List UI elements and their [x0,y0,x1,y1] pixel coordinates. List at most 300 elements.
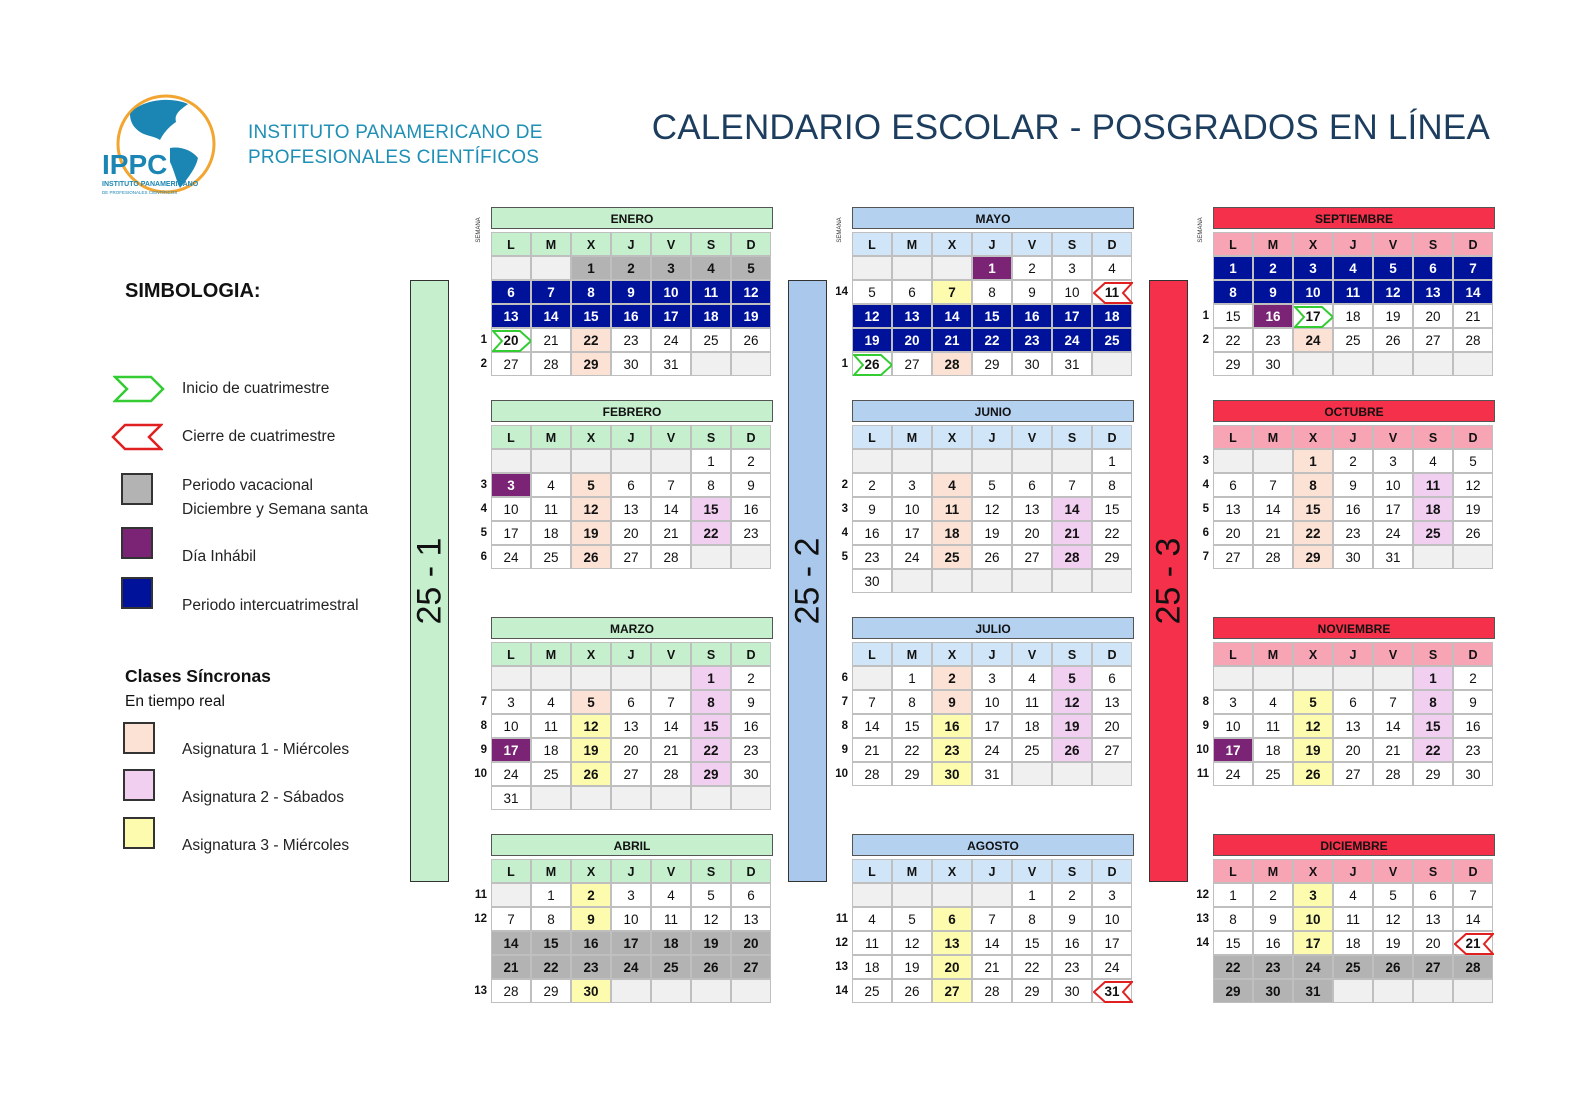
weekday-header: D [731,859,771,883]
empty-cell [611,449,651,473]
day-cell: 8 [691,690,731,714]
legend-intercuatrimestral-label: Periodo intercuatrimestral [182,597,359,614]
empty-cell [972,883,1012,907]
empty-cell [691,979,731,1003]
day-cell: 18 [531,738,571,762]
day-cell: 7 [651,690,691,714]
day-cell: 4 [1092,256,1132,280]
legend-cierre-label: Cierre de cuatrimestre [182,428,336,445]
week-number: 3 [841,503,848,515]
month-name: SEPTIEMBRE [1213,207,1495,229]
day-cell: 23 [1253,955,1293,979]
weekday-header: S [691,232,731,256]
day-cell: 20 [1012,521,1052,545]
day-cell: 11 [691,280,731,304]
day-cell: 6 [892,280,932,304]
day-cell: 21 [1052,521,1092,545]
day-cell: 28 [1453,955,1493,979]
month-abril [474,834,773,999]
day-cell: 17 [651,304,691,328]
empty-cell [852,449,892,473]
day-cell: 17 [1293,931,1333,955]
institute-name-line2: PROFESIONALES CIENTÍFICOS [248,147,540,168]
day-cell: 12 [972,497,1012,521]
day-cell: 21 [1373,738,1413,762]
weekday-header: L [491,232,531,256]
day-cell: 21 [972,955,1012,979]
week-number: 3 [1202,455,1209,467]
weekday-header: D [731,642,771,666]
weekday-header: S [1052,232,1092,256]
week-number: 4 [1202,479,1209,491]
empty-cell [1012,762,1052,786]
day-cell: 27 [1413,328,1453,352]
day-cell: 10 [1293,280,1333,304]
empty-cell [611,666,651,690]
day-cell: 7 [1052,473,1092,497]
empty-cell [1092,569,1132,593]
semana-label: SEMANA [837,217,843,243]
day-cell: 7 [932,280,972,304]
day-cell: 22 [691,521,731,545]
day-cell: 2 [1253,883,1293,907]
day-cell: 11 [1333,280,1373,304]
day-cell: 24 [1293,328,1333,352]
day-cell: 13 [1333,714,1373,738]
day-cell: 2 [1253,256,1293,280]
weekday-header: X [932,425,972,449]
week-number: 8 [1202,696,1209,708]
weekday-header: L [1213,425,1253,449]
day-cell: 5 [1453,449,1493,473]
day-cell: 11 [1012,690,1052,714]
week-number: 8 [841,720,848,732]
inicio-chevron-icon [113,375,165,403]
day-cell: 2 [1453,666,1493,690]
week-number: 6 [841,672,848,684]
day-cell: 26 [852,352,892,376]
weekday-header: V [1012,425,1052,449]
day-cell: 28 [972,979,1012,1003]
day-cell: 15 [1012,931,1052,955]
day-cell: 28 [1373,762,1413,786]
day-cell: 22 [571,328,611,352]
empty-cell [1373,979,1413,1003]
day-cell: 8 [1293,473,1333,497]
weekday-header: M [892,425,932,449]
week-number: 9 [1202,720,1209,732]
day-cell: 22 [1293,521,1333,545]
empty-cell [571,666,611,690]
week-number: 1 [1202,310,1209,322]
day-cell: 8 [1012,907,1052,931]
day-cell: 1 [892,666,932,690]
empty-cell [571,786,611,810]
day-cell: 13 [1012,497,1052,521]
day-cell: 24 [611,955,651,979]
month-enero [480,207,773,372]
empty-cell [691,352,731,376]
day-cell: 25 [1092,328,1132,352]
day-cell: 4 [852,907,892,931]
day-cell: 11 [1092,280,1132,304]
day-cell: 23 [731,738,771,762]
weekday-header: M [1253,642,1293,666]
weekday-header: J [611,232,651,256]
day-cell: 17 [1213,738,1253,762]
day-cell: 28 [651,545,691,569]
day-cell: 5 [571,473,611,497]
day-cell: 22 [972,328,1012,352]
day-cell: 1 [1413,666,1453,690]
day-cell: 10 [491,714,531,738]
day-cell: 21 [1453,931,1493,955]
day-cell: 30 [1453,762,1493,786]
day-cell: 25 [1333,328,1373,352]
weekday-header: X [1293,232,1333,256]
weekday-header: M [531,232,571,256]
day-cell: 16 [571,931,611,955]
day-cell: 16 [1052,931,1092,955]
day-cell: 5 [972,473,1012,497]
week-number: 7 [1202,551,1209,563]
day-cell: 16 [1253,931,1293,955]
weekday-header: J [1333,425,1373,449]
day-cell: 6 [491,280,531,304]
day-cell: 18 [651,931,691,955]
day-cell: 23 [1052,955,1092,979]
day-cell: 28 [932,352,972,376]
day-cell: 19 [1052,714,1092,738]
day-cell: 23 [571,955,611,979]
day-cell: 4 [651,883,691,907]
day-cell: 15 [892,714,932,738]
week-number: 5 [480,527,487,539]
empty-cell [491,449,531,473]
day-cell: 15 [691,497,731,521]
empty-cell [731,786,771,810]
day-cell: 27 [1213,545,1253,569]
day-cell: 12 [1293,714,1333,738]
day-cell: 18 [1253,738,1293,762]
legend-inhabil-swatch [121,527,153,559]
legend-inicio-label: Inicio de cuatrimestre [182,380,330,397]
day-cell: 22 [1092,521,1132,545]
day-cell: 7 [491,907,531,931]
weekday-header: S [691,425,731,449]
day-cell: 10 [892,497,932,521]
day-cell: 11 [531,714,571,738]
cierre-chevron-icon [111,423,163,451]
day-cell: 1 [531,883,571,907]
day-cell: 8 [892,690,932,714]
day-cell: 8 [1213,280,1253,304]
day-cell: 22 [1213,328,1253,352]
day-cell: 24 [892,545,932,569]
empty-cell [691,786,731,810]
day-cell: 16 [1333,497,1373,521]
weekday-header: L [852,642,892,666]
weekday-header: V [651,232,691,256]
day-cell: 31 [1293,979,1333,1003]
day-cell: 24 [1092,955,1132,979]
weekday-header: M [892,232,932,256]
day-cell: 30 [571,979,611,1003]
month-marzo [474,617,773,806]
day-cell: 9 [1012,280,1052,304]
day-cell: 14 [651,497,691,521]
day-cell: 31 [972,762,1012,786]
svg-text:IPPC: IPPC [102,149,168,180]
day-cell: 14 [852,714,892,738]
day-cell: 30 [611,352,651,376]
weekday-header: V [1012,232,1052,256]
week-number: 1 [841,358,848,370]
day-cell: 15 [972,304,1012,328]
day-cell: 14 [1253,497,1293,521]
empty-cell [651,666,691,690]
day-cell: 20 [932,955,972,979]
weekday-header: D [1453,642,1493,666]
day-cell: 12 [1373,907,1413,931]
day-cell: 1 [1293,449,1333,473]
day-cell: 18 [1333,931,1373,955]
weekday-header: S [1052,642,1092,666]
day-cell: 7 [651,473,691,497]
day-cell: 19 [1373,304,1413,328]
day-cell: 6 [731,883,771,907]
weekday-header: D [1092,232,1132,256]
day-cell: 11 [1253,714,1293,738]
day-cell: 19 [571,738,611,762]
day-cell: 3 [491,690,531,714]
day-cell: 31 [1052,352,1092,376]
day-cell: 5 [1373,883,1413,907]
empty-cell [651,979,691,1003]
empty-cell [1453,545,1493,569]
empty-cell [531,666,571,690]
page-title: CALENDARIO ESCOLAR - POSGRADOS EN LÍNEA [651,108,1490,147]
week-number: 14 [835,985,848,997]
weekday-header: D [1453,425,1493,449]
day-cell: 30 [1253,979,1293,1003]
day-cell: 7 [1253,473,1293,497]
day-cell: 4 [531,473,571,497]
day-cell: 26 [691,955,731,979]
empty-cell [571,449,611,473]
week-number: 6 [1202,527,1209,539]
day-cell: 4 [1253,690,1293,714]
weekday-header: L [491,642,531,666]
day-cell: 31 [1373,545,1413,569]
day-cell: 20 [1413,931,1453,955]
weekday-header: J [972,859,1012,883]
weekday-header: S [1052,425,1092,449]
week-number: 14 [1196,937,1209,949]
month-name: NOVIEMBRE [1213,617,1495,639]
week-number: 12 [835,937,848,949]
day-cell: 26 [1293,762,1333,786]
day-cell: 9 [1333,473,1373,497]
weekday-header: L [852,232,892,256]
legend-intercuatrimestral-swatch [121,577,153,609]
empty-cell [892,569,932,593]
day-cell: 26 [571,545,611,569]
weekday-header: X [571,642,611,666]
day-cell: 6 [1213,473,1253,497]
day-cell: 25 [531,545,571,569]
empty-cell [1413,352,1453,376]
day-cell: 7 [852,690,892,714]
week-number: 4 [480,503,487,515]
weekday-header: D [1092,425,1132,449]
day-cell: 29 [1213,352,1253,376]
day-cell: 12 [1052,690,1092,714]
empty-cell [1052,762,1092,786]
day-cell: 2 [932,666,972,690]
day-cell: 29 [1092,545,1132,569]
month-febrero [480,400,773,565]
day-cell: 29 [1293,545,1333,569]
weekday-header: S [691,642,731,666]
empty-cell [491,666,531,690]
day-cell: 20 [1213,521,1253,545]
weekday-header: M [1253,232,1293,256]
day-cell: 30 [852,569,892,593]
day-cell: 28 [491,979,531,1003]
day-cell: 21 [852,738,892,762]
day-cell: 15 [1293,497,1333,521]
day-cell: 27 [731,955,771,979]
day-cell: 5 [731,256,771,280]
empty-cell [1052,449,1092,473]
day-cell: 24 [1052,328,1092,352]
day-cell: 17 [491,521,531,545]
day-cell: 20 [611,738,651,762]
week-number: 10 [1196,744,1209,756]
weekday-header: L [491,859,531,883]
institute-name-line1: INSTITUTO PANAMERICANO DE [248,122,543,143]
empty-cell [1333,666,1373,690]
empty-cell [531,786,571,810]
weekday-header: S [1413,232,1453,256]
day-cell: 13 [1213,497,1253,521]
day-cell: 7 [1453,883,1493,907]
week-number: 6 [480,551,487,563]
month-name: JUNIO [852,400,1134,422]
day-cell: 23 [1333,521,1373,545]
day-cell: 21 [531,328,571,352]
day-cell: 19 [731,304,771,328]
weekday-header: S [1413,425,1453,449]
weekday-header: M [1253,425,1293,449]
day-cell: 19 [1453,497,1493,521]
legend-vacacional-swatch [121,473,153,505]
day-cell: 10 [972,690,1012,714]
day-cell: 18 [531,521,571,545]
day-cell: 6 [1413,883,1453,907]
weekday-header: J [1333,859,1373,883]
weekday-header: X [571,232,611,256]
day-cell: 18 [852,955,892,979]
day-cell: 14 [1453,907,1493,931]
day-cell: 24 [651,328,691,352]
day-cell: 8 [571,280,611,304]
day-cell: 27 [1413,955,1453,979]
day-cell: 29 [571,352,611,376]
semana-label: SEMANA [1198,217,1204,243]
empty-cell [852,256,892,280]
month-junio [841,400,1134,589]
day-cell: 9 [1253,280,1293,304]
day-cell: 11 [1333,907,1373,931]
day-cell: 10 [491,497,531,521]
day-cell: 9 [852,497,892,521]
svg-text:DE PROFESIONALES CIENTÍFICOS: DE PROFESIONALES CIENTÍFICOS [102,190,178,195]
day-cell: 30 [1253,352,1293,376]
day-cell: 1 [1213,256,1253,280]
day-cell: 6 [1012,473,1052,497]
legend-asignatura1-label: Asignatura 1 - Miércoles [182,741,350,758]
weekday-header: V [1012,859,1052,883]
day-cell: 31 [491,786,531,810]
empty-cell [1012,569,1052,593]
day-cell: 4 [1413,449,1453,473]
day-cell: 28 [852,762,892,786]
day-cell: 15 [531,931,571,955]
day-cell: 6 [1333,690,1373,714]
day-cell: 27 [932,979,972,1003]
day-cell: 27 [611,545,651,569]
day-cell: 3 [972,666,1012,690]
day-cell: 10 [651,280,691,304]
day-cell: 15 [571,304,611,328]
day-cell: 11 [852,931,892,955]
empty-cell [852,883,892,907]
day-cell: 11 [531,497,571,521]
day-cell: 13 [491,304,531,328]
day-cell: 12 [571,497,611,521]
day-cell: 16 [731,497,771,521]
day-cell: 17 [972,714,1012,738]
empty-cell [1333,352,1373,376]
month-noviembre [1196,617,1495,782]
empty-cell [531,256,571,280]
day-cell: 19 [1293,738,1333,762]
day-cell: 7 [972,907,1012,931]
day-cell: 5 [1373,256,1413,280]
day-cell: 14 [1373,714,1413,738]
month-name: ABRIL [491,834,773,856]
week-number: 13 [835,961,848,973]
day-cell: 8 [1092,473,1132,497]
weekday-header: V [651,642,691,666]
weekday-header: D [731,232,771,256]
week-number: 9 [480,744,487,756]
week-number: 4 [841,527,848,539]
month-name: FEBRERO [491,400,773,422]
day-cell: 1 [691,666,731,690]
empty-cell [1413,979,1453,1003]
day-cell: 24 [1373,521,1413,545]
weekday-header: S [691,859,731,883]
day-cell: 21 [491,955,531,979]
day-cell: 12 [571,714,611,738]
day-cell: 7 [1373,690,1413,714]
day-cell: 9 [1253,907,1293,931]
day-cell: 28 [531,352,571,376]
day-cell: 19 [1373,931,1413,955]
